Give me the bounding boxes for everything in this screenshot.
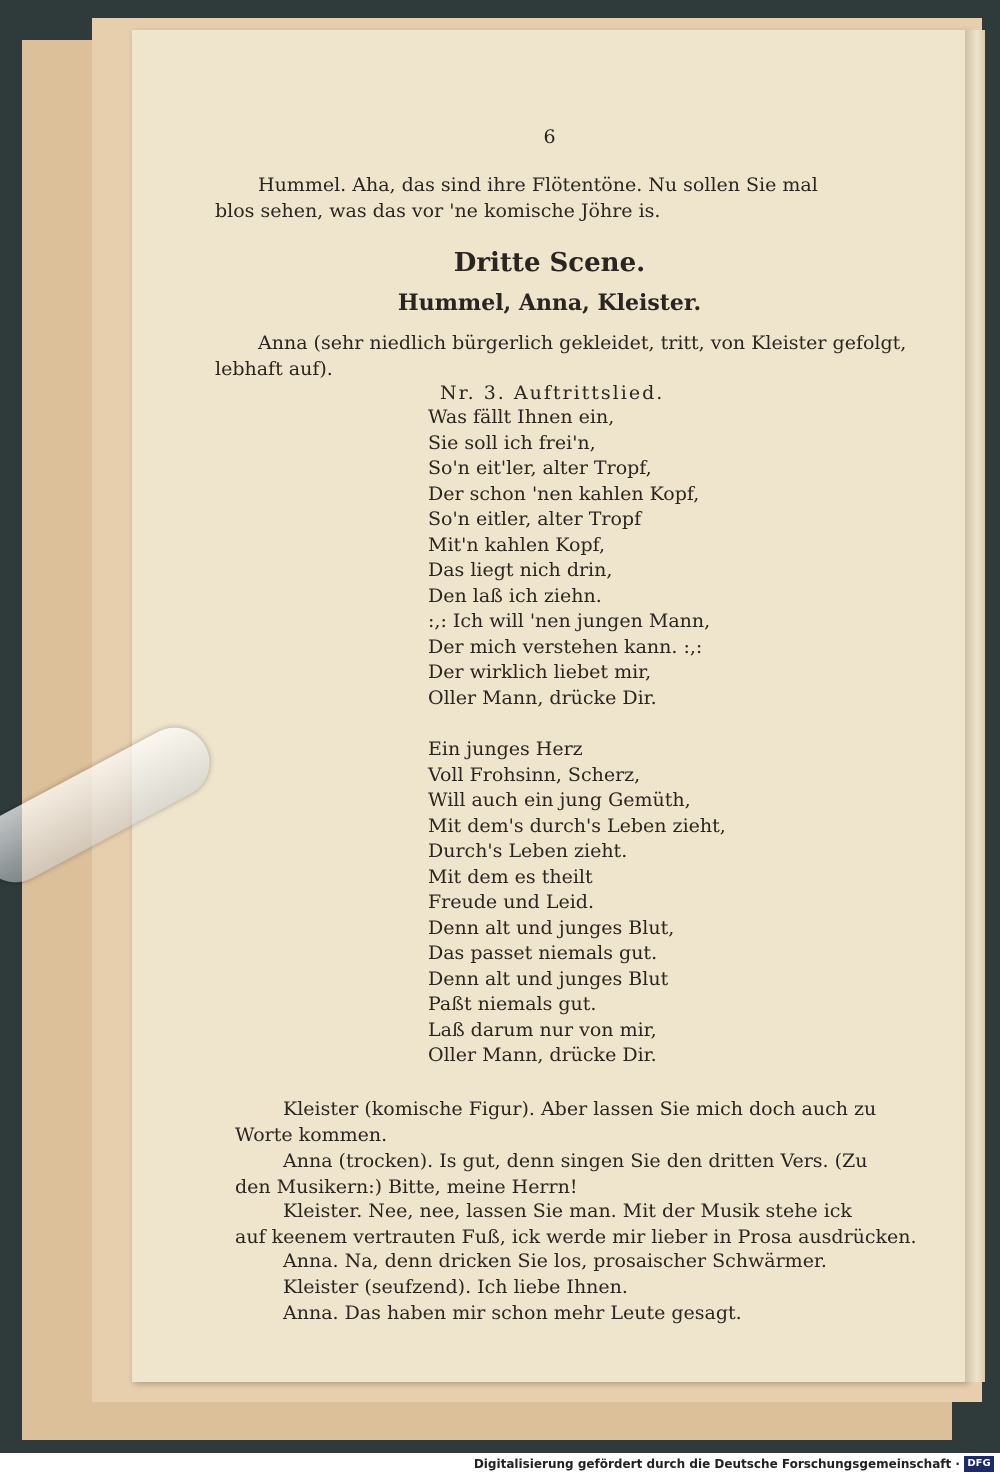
verse-line: Denn alt und junges Blut, [428, 916, 675, 939]
verse-line: Mit dem's durch's Leben zieht, [428, 814, 726, 837]
verse-line: Der mich verstehen kann. :,: [428, 635, 703, 658]
verse-line: Der wirklich liebet mir, [428, 661, 652, 683]
dialogue-line-7: Anna. Na, denn dricken Sie los, prosaischer Schwärmer. [283, 1250, 827, 1272]
footer-credit: Digitalisierung gefördert durch die Deutsche Forschungsgemeinschaft · [473, 1457, 960, 1471]
verse-line: Paßt niemals gut. [428, 993, 597, 1015]
dialogue-line-8: Kleister (seufzend). Ich liebe Ihnen. [283, 1276, 628, 1298]
scene-characters: Hummel, Anna, Kleister. [397, 290, 702, 316]
verse-line: So'n eitler, alter Tropf [428, 508, 642, 530]
dialogue-line-1: Kleister (komische Figur). Aber lassen Sie mich doch auch zu [283, 1098, 877, 1120]
verse-line: :,: Ich will 'nen jungen Mann, [428, 610, 711, 632]
footer-bar [0, 1453, 1000, 1476]
verse-line: Durch's Leben zieht. [428, 840, 628, 862]
verse-line: So'n eit'ler, alter Tropf, [428, 457, 652, 479]
page-number: 6 [543, 126, 556, 148]
verse-line: Sie soll ich frei'n, [428, 431, 596, 454]
verse-line: Freude und Leid. [428, 891, 595, 913]
verse-1 [428, 405, 710, 711]
dialogue-line-6: auf keenem vertrauten Fuß, ick werde mir lieber in Prosa ausdrücken. [235, 1226, 917, 1248]
verse-line: Das liegt nich drin, [428, 559, 613, 581]
verse-line: Den laß ich ziehn. [428, 584, 602, 607]
intro-line-2: blos sehen, was das vor 'ne komische Jöhre is. [215, 200, 661, 222]
page-edge [965, 30, 985, 1382]
verse-line: Laß darum nur von mir, [428, 1018, 657, 1041]
stage-direction-line-2: lebhaft auf). [215, 358, 333, 380]
dialogue-line-9: Anna. Das haben mir schon mehr Leute gesagt. [283, 1302, 742, 1324]
verse-line: Was fällt Ihnen ein, [428, 406, 615, 428]
verse-line: Das passet niemals gut. [428, 942, 658, 964]
intro-line-1: Hummel. Aha, das sind ihre Flötentöne. Nu sollen Sie mal [258, 174, 818, 196]
verse-line: Oller Mann, drücke Dir. [428, 686, 657, 709]
dialogue-line-4: den Musikern:) Bitte, meine Herrn! [235, 1176, 578, 1198]
stage-direction-line-1: Anna (sehr niedlich bürgerlich gekleidet, tritt, von Kleister gefolgt, [258, 332, 907, 354]
verse-line: Oller Mann, drücke Dir. [428, 1044, 657, 1066]
verse-line: Will auch ein jung Gemüth, [428, 789, 691, 811]
dialogue-line-2: Worte kommen. [235, 1124, 388, 1146]
dialogue-line-5: Kleister. Nee, nee, lassen Sie man. Mit der Musik stehe ick [283, 1200, 852, 1222]
verse-line: Mit dem es theilt [428, 865, 593, 888]
verse-line: Mit'n kahlen Kopf, [428, 533, 606, 556]
verse-2 [428, 737, 726, 1069]
song-title: Nr. 3. Auftrittslied. [440, 382, 665, 404]
verse-line: Voll Frohsinn, Scherz, [428, 763, 641, 786]
dfg-logo: DFG [964, 1456, 994, 1472]
dialogue-line-3: Anna (trocken). Is gut, denn singen Sie den dritten Vers. (Zu [283, 1150, 868, 1172]
verse-line: Denn alt und junges Blut [428, 967, 669, 990]
verse-line: Der schon 'nen kahlen Kopf, [428, 482, 700, 505]
scene-title: Dritte Scene. [453, 248, 646, 278]
verse-line: Ein junges Herz [428, 738, 583, 760]
